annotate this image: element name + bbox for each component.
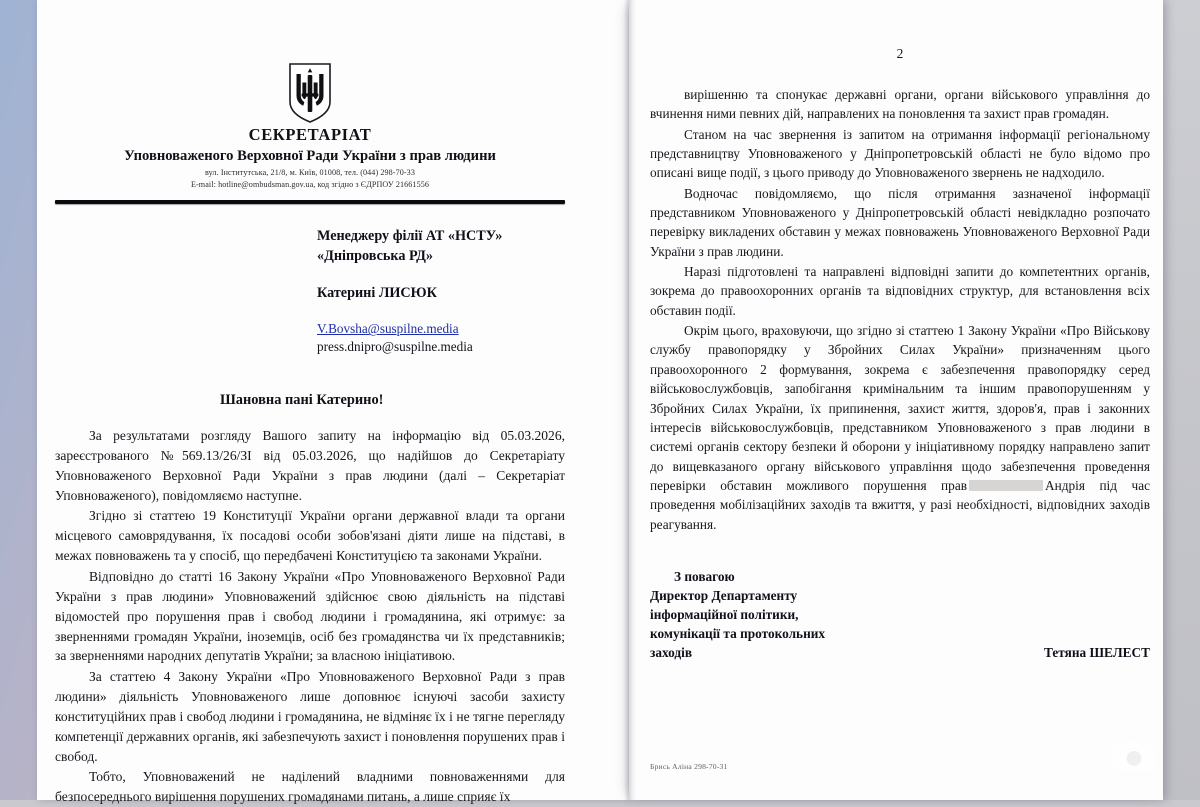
camera-icon — [1113, 737, 1155, 773]
redacted-surname-block — [969, 480, 1043, 491]
right-page-body — [650, 85, 1150, 534]
addressee-line-2: «Дніпровська РД» — [317, 248, 434, 265]
page-number: 2 — [896, 46, 904, 61]
signature-position-line-2: інформаційної політики, — [650, 607, 799, 623]
paragraph: Станом на час звернення із запитом на отримання інформації регіональному представництву Уповноваженого у Дніпропетровській області не було відомо про описані вище події, з цього приводу до Уповноваженого звернень не надходило. — [650, 126, 1150, 181]
letterhead-divider — [55, 200, 565, 204]
paragraph-with-redaction — [650, 321, 1150, 534]
right-page-content — [650, 0, 1150, 663]
paragraph: Водночас повідомляємо, що після отримання зазначеної інформації представником Уповноваженого у Дніпропетровській області невідкладно розпочато перевірку викладених обставин у межах повноважень Уповноваженого Верховної Ради України з прав людини. — [650, 185, 1150, 259]
paragraph: Наразі підготовлені та направлені відповідні запити до компетентних органів, зокрема до правоохоронних органів та відповідних структур, для встановлення всіх обставин події. — [650, 264, 1150, 318]
signature-regards: З повагою — [674, 568, 735, 584]
addressee-line-1: Менеджеру філії АТ «НСТУ» — [317, 228, 503, 244]
letterhead-title: СЕКРЕТАРІАТ — [248, 125, 372, 144]
left-page-body — [55, 426, 565, 807]
emblem-container — [55, 0, 565, 118]
paragraph-text-after: Андрія під час проведення мобілізаційних заходів та вжиття, у разі необхідності, відповідних заходів реагування. — [650, 477, 1150, 532]
email-link[interactable]: V.Bovsha@suspilne.media — [317, 321, 459, 337]
addressee-emails — [317, 320, 565, 356]
letterhead-subtitle: Уповноваженого Верховної Ради України з прав людини — [124, 148, 496, 164]
paragraph: За результатами розгляду Вашого запиту на інформацію від 05.03.2026, зареєстрованого №569.13/26/ЗІ від 05.03.2026, що надійшов до Секретаріату Уповноваженого Верховної Ради України з прав людини (далі – Секретаріат Уповноваженого), повідомляємо наступне. — [55, 428, 565, 503]
letterhead-contact: E-mail: hotline@ombudsman.gov.ua, код згідно з ЄДРПОУ 21661556 — [190, 180, 430, 189]
ukraine-trident-coat-of-arms-icon — [287, 62, 333, 124]
page-gutter-shadow — [624, 0, 636, 800]
paragraph: Згідно зі статтею 19 Конституції України органи державної влади та органи місцевого самоврядування, їх посадові особи зобов'язані діяти лише на підставі, в межах повноважень та у спосіб, що передбачені Конституцією та законами України. — [55, 508, 565, 564]
signer-name: Тетяна ШЕЛЕСТ — [1044, 645, 1150, 661]
paragraph-text-before: Окрім цього, враховуючи, що згідно зі статтею 1 Закону України «Про Військову службу правопорядку у Збройних Силах України» призначенням цього правоохоронного 2 формування, зокрема є забезпечення правопорядку серед військовослужбовців, запобігання кримінальним та іншим правопорушенням у Збройних Силах України, їх припинення, захист життя, здоров'я, прав і законних інтересів військовослужбовців, представником Уповноваженого з прав людини в системі органів сектору безпеки й оборони у ініціативному порядку направлено запит до вищевказаного органу військового управління щодо забезпечення проведення перевірки обставин можливого порушення прав — [650, 323, 1150, 493]
email-secondary: press.dnipro@suspilne.media — [317, 339, 473, 355]
paragraph: Тобто, Уповноважений не наділений владними повноваженнями для безпосереднього вирішення порушених громадянами питань, а лише сприяє їх — [55, 769, 565, 805]
letterhead-address: вул. Інститутська, 21/8, м. Київ, 01008, тел. (044) 298-70-33 — [205, 168, 415, 177]
signature-position-line-4: заходів — [650, 645, 693, 661]
addressee-recipient: Катерині ЛИСЮК — [317, 285, 437, 302]
paragraph: вирішенню та спонукає державні органи, органи військового управління до вчинення ними певних дій, направлених на поновлення та захист прав громадян. — [650, 87, 1150, 122]
paragraph: За статтею 4 Закону України «Про Уповноваженого Верховної Ради з прав людини» діяльність Уповноваженого лише доповнює існуючі засоби захисту конституційних прав і свобод людини і громадянина, не відміняє їх і не тягне перегляду компетенції державних органів, які забезпечують захист і поновлення порушених прав і свобод. — [55, 669, 565, 764]
footer-contact: Брись Аліна 298-70-31 — [650, 762, 728, 771]
left-page-content — [55, 0, 565, 807]
addressee-block — [317, 226, 565, 356]
signature-block — [650, 567, 1150, 663]
salutation: Шановна пані Катерино! — [220, 392, 384, 409]
signature-position-line-1: Директор Департаменту — [650, 588, 798, 604]
signature-position-line-3: комунікації та протокольних — [650, 626, 826, 642]
paragraph: Відповідно до статті 16 Закону України «Про Уповноваженого Верховної Ради України з прав людини» Уповноважений здійснює свою діяльність на підставі відомостей про порушення прав і свобод людини і громадянина, які отримує: за зверненнями громадян України, іноземців, осіб без громадянства чи їх представників; за зверненнями народних депутатів України; за власною ініціативою. — [55, 569, 565, 664]
